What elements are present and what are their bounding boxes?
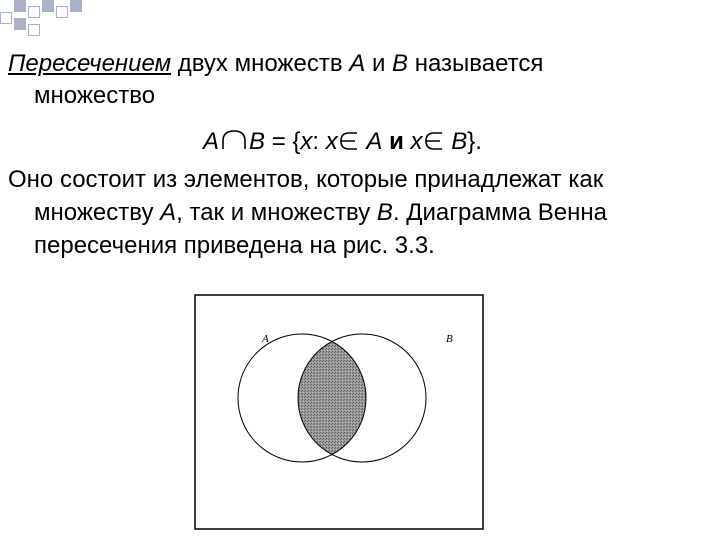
definition-text: двух множеств: [177, 50, 343, 77]
intersection-formula: [203, 126, 482, 157]
deco-square: [0, 12, 12, 24]
formula-set-b: B: [249, 128, 266, 155]
and-word: и: [371, 50, 386, 77]
deco-square: [14, 18, 26, 30]
formula-and: и: [389, 128, 404, 155]
description-line-2: [34, 197, 607, 228]
deco-square: [28, 6, 40, 18]
formula-set-b: B: [451, 128, 468, 155]
venn-label-a: A: [262, 333, 269, 345]
description-text: множеству: [34, 199, 154, 226]
formula-var: x: [325, 128, 338, 155]
deco-square: [56, 6, 68, 18]
definition-line-2: множество: [34, 82, 156, 109]
formula-var: x: [300, 128, 313, 155]
description-text: , так и множеству: [176, 199, 371, 226]
description-line-1: Оно состоит из элементов, которые принадлежат как: [8, 166, 604, 193]
venn-diagram: [194, 294, 484, 530]
formula-close: }.: [467, 128, 482, 155]
corner-decoration: [0, 0, 130, 40]
set-a-label: A: [160, 199, 177, 226]
set-a-label: A: [349, 50, 366, 77]
definition-term: Пересечением: [8, 50, 172, 77]
venn-label-b: B: [446, 333, 453, 345]
deco-square: [70, 0, 82, 12]
deco-square: [42, 0, 54, 12]
element-of-icon: [423, 129, 445, 153]
deco-square: [28, 24, 40, 36]
formula-colon: :: [312, 128, 320, 155]
intersection-icon: [219, 127, 249, 151]
formula-equals: = {: [271, 128, 301, 155]
formula-set-a: A: [203, 128, 220, 155]
description-line-3: пересечения приведена на рис. 3.3.: [34, 232, 435, 259]
definition-line-1: [8, 48, 543, 79]
deco-square: [14, 0, 26, 12]
formula-var: x: [410, 128, 423, 155]
element-of-icon: [338, 129, 360, 153]
definition-tail: называется: [414, 50, 544, 77]
formula-set-a: A: [366, 128, 383, 155]
set-b-label: B: [392, 50, 409, 77]
description-text: . Диаграмма Венна: [392, 199, 607, 226]
set-b-label: B: [376, 199, 393, 226]
